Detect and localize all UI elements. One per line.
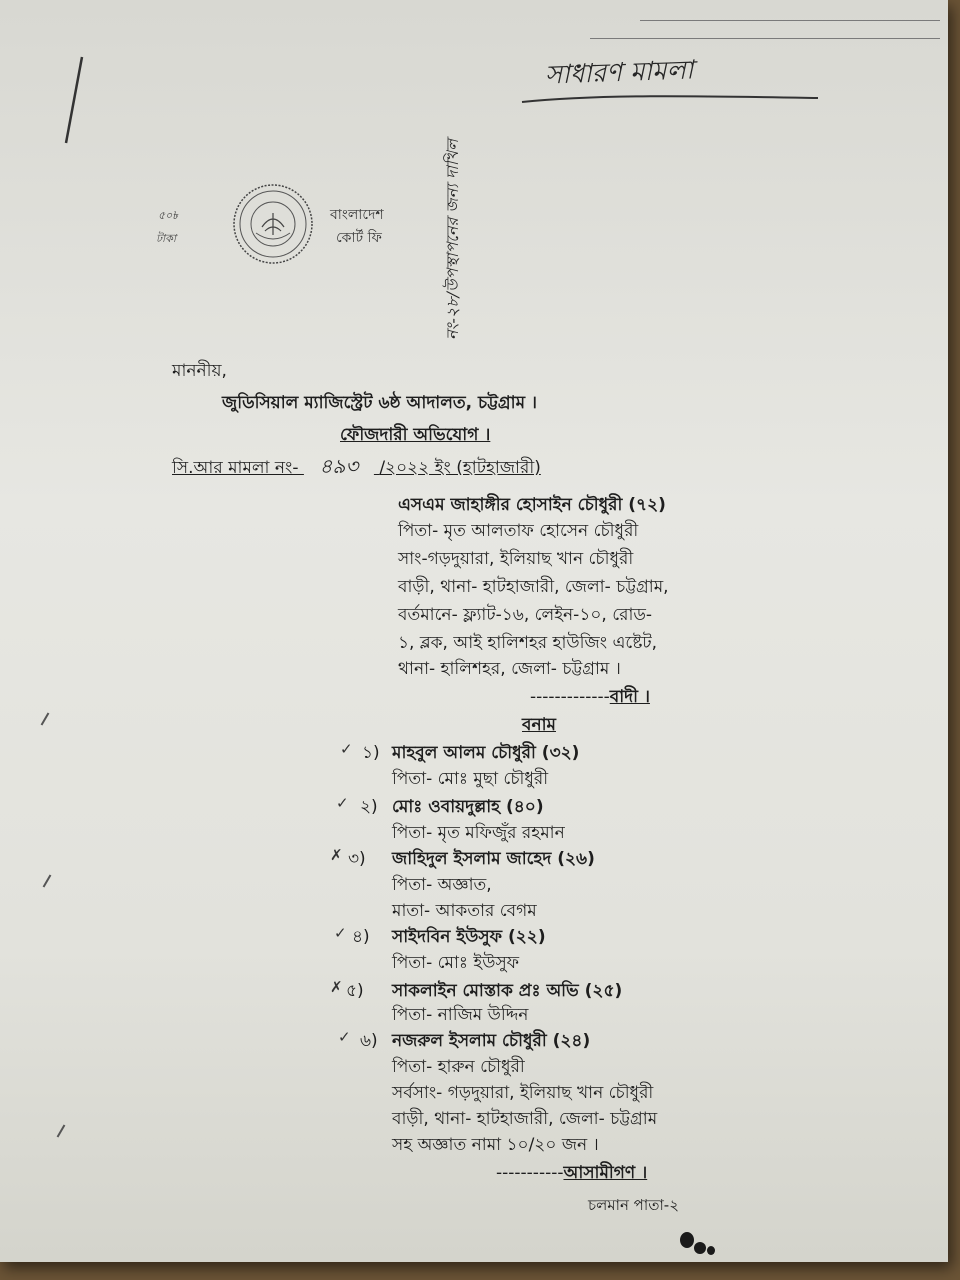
court-fee-seal — [232, 183, 314, 265]
plaintiff-detail: বাড়ী, থানা- হাটহাজারী, জেলা- চট্টগ্রাম, — [398, 577, 669, 597]
plaintiff-detail: ১, ব্লক, আই হালিশহর হাউজিং এষ্টেট, — [398, 633, 658, 653]
ink-blot — [707, 1246, 715, 1255]
salutation: মাননীয়, — [172, 361, 227, 381]
accused-number: ৪) — [352, 927, 370, 947]
accused-mark: ✗ — [330, 846, 343, 864]
accused-name: সাকলাইন মোস্তাক প্রঃ অভি (২৫) — [392, 981, 623, 1001]
top-edge-line — [590, 38, 940, 39]
plaintiff-detail: থানা- হালিশহর, জেলা- চট্টগ্রাম । — [398, 659, 621, 679]
plaintiff-detail: বর্তমানে- ফ্ল্যাট-১৬, লেইন-১০, রোড- — [398, 605, 653, 625]
accused-mark: ✓ — [336, 794, 349, 812]
accused-number: ৬) — [360, 1031, 378, 1051]
top-edge-line — [640, 20, 940, 21]
accused-detail: পিতা- হারুন চৌধুরী — [392, 1057, 525, 1077]
accused-detail: পিতা- মৃত মফিজুঁর রহমান — [392, 823, 565, 843]
accused-mark: ✓ — [334, 924, 347, 942]
accused-number: ২) — [360, 797, 378, 817]
case-number-line — [172, 452, 541, 485]
case-number-prefix: সি.আর মামলা নং- — [172, 458, 299, 478]
accused-number: ১) — [362, 743, 380, 763]
plaintiff-role — [530, 684, 650, 712]
stamp-value-top: ৫০৳ — [158, 209, 178, 222]
plaintiff-detail: সাং-গড়দুয়ারা, ইলিয়াছ খান চৌধুরী — [398, 549, 634, 569]
accused-mark: ✓ — [338, 1028, 351, 1046]
accused-name: সাইদবিন ইউসুফ (২২) — [392, 927, 546, 947]
margin-tick — [41, 712, 50, 725]
accused-name: নজরুল ইসলাম চৌধুরী (২৪) — [392, 1031, 591, 1051]
stamp-text-line1: বাংলাদেশ — [330, 207, 384, 223]
common-address-line: সর্বসাং- গড়দুয়ারা, ইলিয়াছ খান চৌধুরী — [392, 1083, 654, 1103]
handwritten-vertical-note: নং-২৮/উপস্থাপনের জন্য দাখিল — [443, 139, 462, 340]
plaintiff-role-label: বাদী । — [609, 687, 650, 707]
court-name: জুডিসিয়াল ম্যাজিস্ট্রেট ৬ষ্ঠ আদালত, চট্টগ্রাম । — [222, 393, 538, 413]
handwritten-case-type: সাধারণ মামলা — [544, 55, 694, 91]
continued-page-note: চলমান পাতা-২ — [588, 1196, 679, 1214]
ink-blot — [680, 1232, 694, 1248]
margin-tick — [57, 1124, 66, 1137]
accused-detail: পিতা- মোঃ ইউসুফ — [392, 953, 520, 973]
accused-role-dashes: ----------- — [496, 1163, 564, 1183]
stamp-text-line2: কোর্ট ফি — [336, 230, 382, 246]
accused-name: জাহিদুল ইসলাম জাহেদ (২৬) — [392, 849, 595, 869]
accused-name: মোঃ ওবায়দুল্লাহ (৪০) — [392, 797, 544, 817]
accused-detail: পিতা- অজ্ঞাত, — [392, 875, 492, 895]
case-number-handwritten: ৪৯৩ — [319, 454, 359, 478]
accused-number: ৩) — [348, 849, 366, 869]
accused-mark: ✗ — [330, 978, 343, 996]
versus-heading: বনাম — [522, 715, 556, 735]
accused-detail: পিতা- নাজিম উদ্দিন — [392, 1005, 529, 1025]
case-type-underline — [520, 92, 820, 108]
case-number-suffix: /২০২২ ইং (হাটহাজারী) — [379, 458, 541, 478]
accused-detail: মাতা- আকতার বেগম — [392, 901, 537, 921]
plaintiff-name: এসএম জাহাঙ্গীর হোসাইন চৌধুরী (৭২) — [398, 495, 666, 515]
accused-mark: ✓ — [340, 740, 353, 758]
accused-role — [496, 1160, 647, 1188]
accused-name: মাহবুল আলম চৌধুরী (৩২) — [392, 743, 580, 763]
stamp-value-bottom: টাকা — [156, 232, 177, 245]
plaintiff-role-dashes: ------------- — [530, 687, 610, 707]
common-address-line: সহ অজ্ঞাত নামা ১০/২০ জন । — [392, 1135, 599, 1155]
accused-role-label: আসামীগণ । — [563, 1163, 648, 1183]
accused-detail: পিতা- মোঃ মুছা চৌধুরী — [392, 769, 549, 789]
margin-stroke — [60, 55, 90, 145]
accused-number: ৫) — [346, 981, 364, 1001]
ink-blot — [694, 1242, 706, 1254]
common-address-line: বাড়ী, থানা- হাটহাজারী, জেলা- চট্টগ্রাম — [392, 1109, 658, 1129]
plaintiff-detail: পিতা- মৃত আলতাফ হোসেন চৌধুরী — [398, 521, 639, 541]
margin-tick — [43, 874, 52, 887]
subject-heading: ফৌজদারী অভিযোগ । — [340, 425, 491, 445]
